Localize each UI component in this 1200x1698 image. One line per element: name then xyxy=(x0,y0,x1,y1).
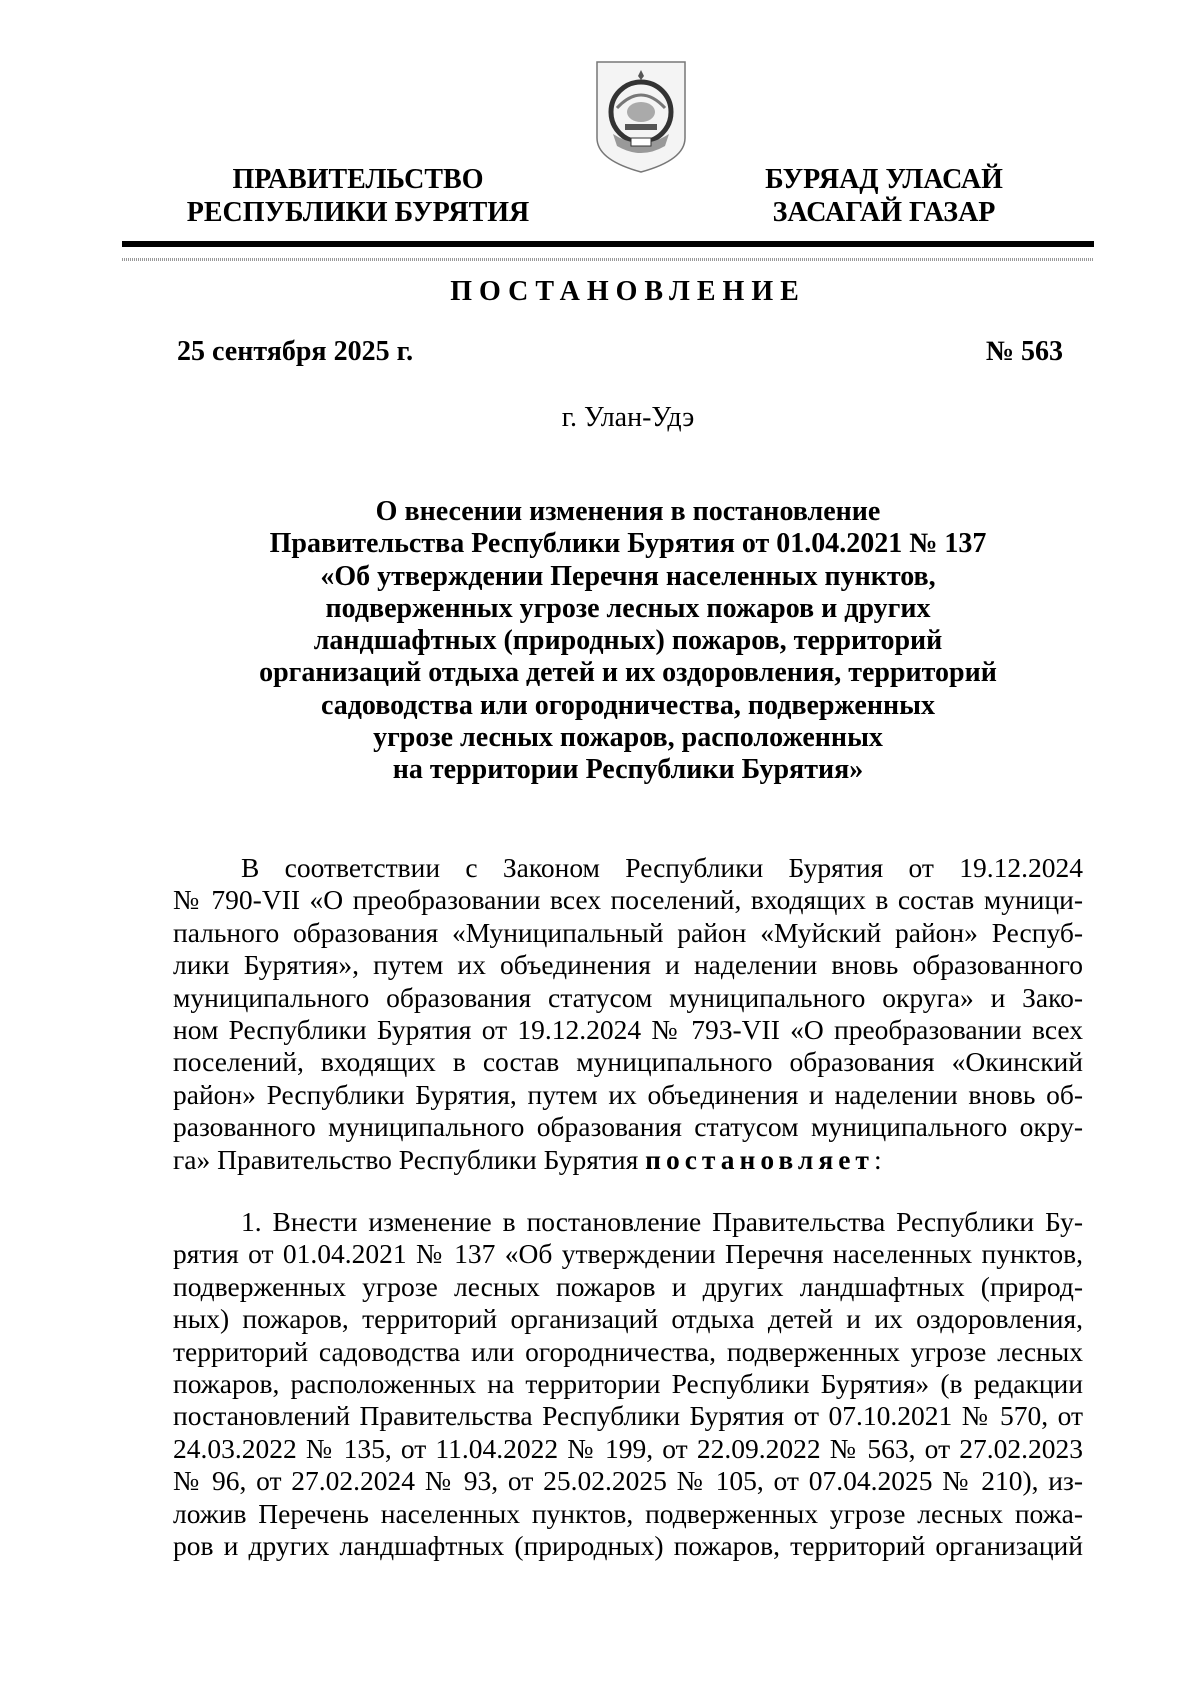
text-line: 1. Внести изменение в постановление Правительства Республики Бу- xyxy=(241,1206,1083,1237)
text-span: га» Правительство Республики Бурятия xyxy=(173,1143,646,1175)
coat-of-arms-icon xyxy=(595,60,687,174)
text-line: территорий садоводства или огородничества, подверженных угрозе лесных xyxy=(173,1335,1083,1367)
document-number: № 563 xyxy=(985,336,1063,367)
title-line: садоводства или огородничества, подверженных xyxy=(321,689,935,721)
document-date: 25 сентября 2025 г. xyxy=(177,336,414,367)
text-line: ных) пожаров, территорий организаций отдыха детей и их оздоровления, xyxy=(173,1303,1083,1335)
title-line: угрозе лесных пожаров, расположенных xyxy=(373,722,883,754)
header-divider-thick xyxy=(122,241,1094,247)
header-divider-dotted xyxy=(122,258,1094,261)
text-line: разованного муниципального образования статусом муниципального окру- xyxy=(173,1111,1083,1143)
issuer-line: БУРЯАД УЛАСАЙ xyxy=(765,164,1003,195)
text-line: рятия от 01.04.2021 № 137 «Об утверждении Перечня населенных пунктов, xyxy=(173,1238,1083,1270)
issuer-name-russian xyxy=(148,163,568,229)
text-line: лики Бурятия», путем их объединения и наделении вновь образованного xyxy=(173,949,1083,981)
text-line: В соответствии с Законом Республики Бурятия от 19.12.2024 xyxy=(241,852,1083,883)
clause-1-paragraph xyxy=(173,1206,1083,1562)
text-line: № 96, от 27.02.2024 № 93, от 25.02.2025 № 105, от 07.04.2025 № 210), из- xyxy=(173,1465,1083,1497)
title-line: «Об утверждении Перечня населенных пунктов, xyxy=(320,560,936,592)
text-line: муниципального образования статусом муниципального округа» и Зако- xyxy=(173,981,1083,1013)
issuer-line: РЕСПУБЛИКИ БУРЯТИЯ xyxy=(186,197,530,228)
title-line: организаций отдыха детей и их оздоровления, территорий xyxy=(259,657,997,689)
text-line xyxy=(173,1144,1083,1176)
text-line: ном Республики Бурятия от 19.12.2024 № 793-VII «О преобразовании всех xyxy=(173,1014,1083,1046)
resolves-keyword: постановляет xyxy=(645,1143,874,1175)
text-line: поселений, входящих в состав муниципального образования «Окинский xyxy=(173,1046,1083,1078)
document-type: ПОСТАНОВЛЕНИЕ xyxy=(450,276,806,307)
text-line: пального образования «Муниципальный район «Муйский район» Респуб- xyxy=(173,916,1083,948)
title-line: ландшафтных (природных) пожаров, территорий xyxy=(313,625,943,657)
preamble-paragraph xyxy=(173,852,1083,1176)
text-line: ров и других ландшафтных (природных) пожаров, территорий организаций xyxy=(173,1530,1083,1562)
title-line: Правительства Республики Бурятия от 01.04.2021 № 137 xyxy=(269,528,987,560)
issuer-name-buryat xyxy=(674,163,1094,229)
title-line: О внесении изменения в постановление xyxy=(375,496,881,527)
issuer-line: ЗАСАГАЙ ГАЗАР xyxy=(772,197,996,228)
text-line: № 790-VII «О преобразовании всех поселений, входящих в состав муници- xyxy=(173,884,1083,916)
issuer-line: ПРАВИТЕЛЬСТВО xyxy=(232,164,484,195)
text-line: пожаров, расположенных на территории Республики Бурятия» (в редакции xyxy=(173,1368,1083,1400)
title-line: подверженных угрозе лесных пожаров и других xyxy=(325,592,931,624)
title-line: на территории Республики Бурятия» xyxy=(392,754,864,786)
text-line: район» Республики Бурятия, путем их объединения и наделении вновь об- xyxy=(173,1078,1083,1110)
text-line: ложив Перечень населенных пунктов, подверженных угрозе лесных пожа- xyxy=(173,1497,1083,1529)
text-line: 24.03.2022 № 135, от 11.04.2022 № 199, от 22.09.2022 № 563, от 27.02.2023 xyxy=(173,1432,1083,1464)
document-city: г. Улан-Удэ xyxy=(561,402,695,433)
document-title xyxy=(173,496,1083,787)
text-line: подверженных угрозе лесных пожаров и других ландшафтных (природ- xyxy=(173,1270,1083,1302)
text-line: постановлений Правительства Республики Бурятия от 07.10.2021 № 570, от xyxy=(173,1400,1083,1432)
text-span: : xyxy=(873,1143,882,1175)
